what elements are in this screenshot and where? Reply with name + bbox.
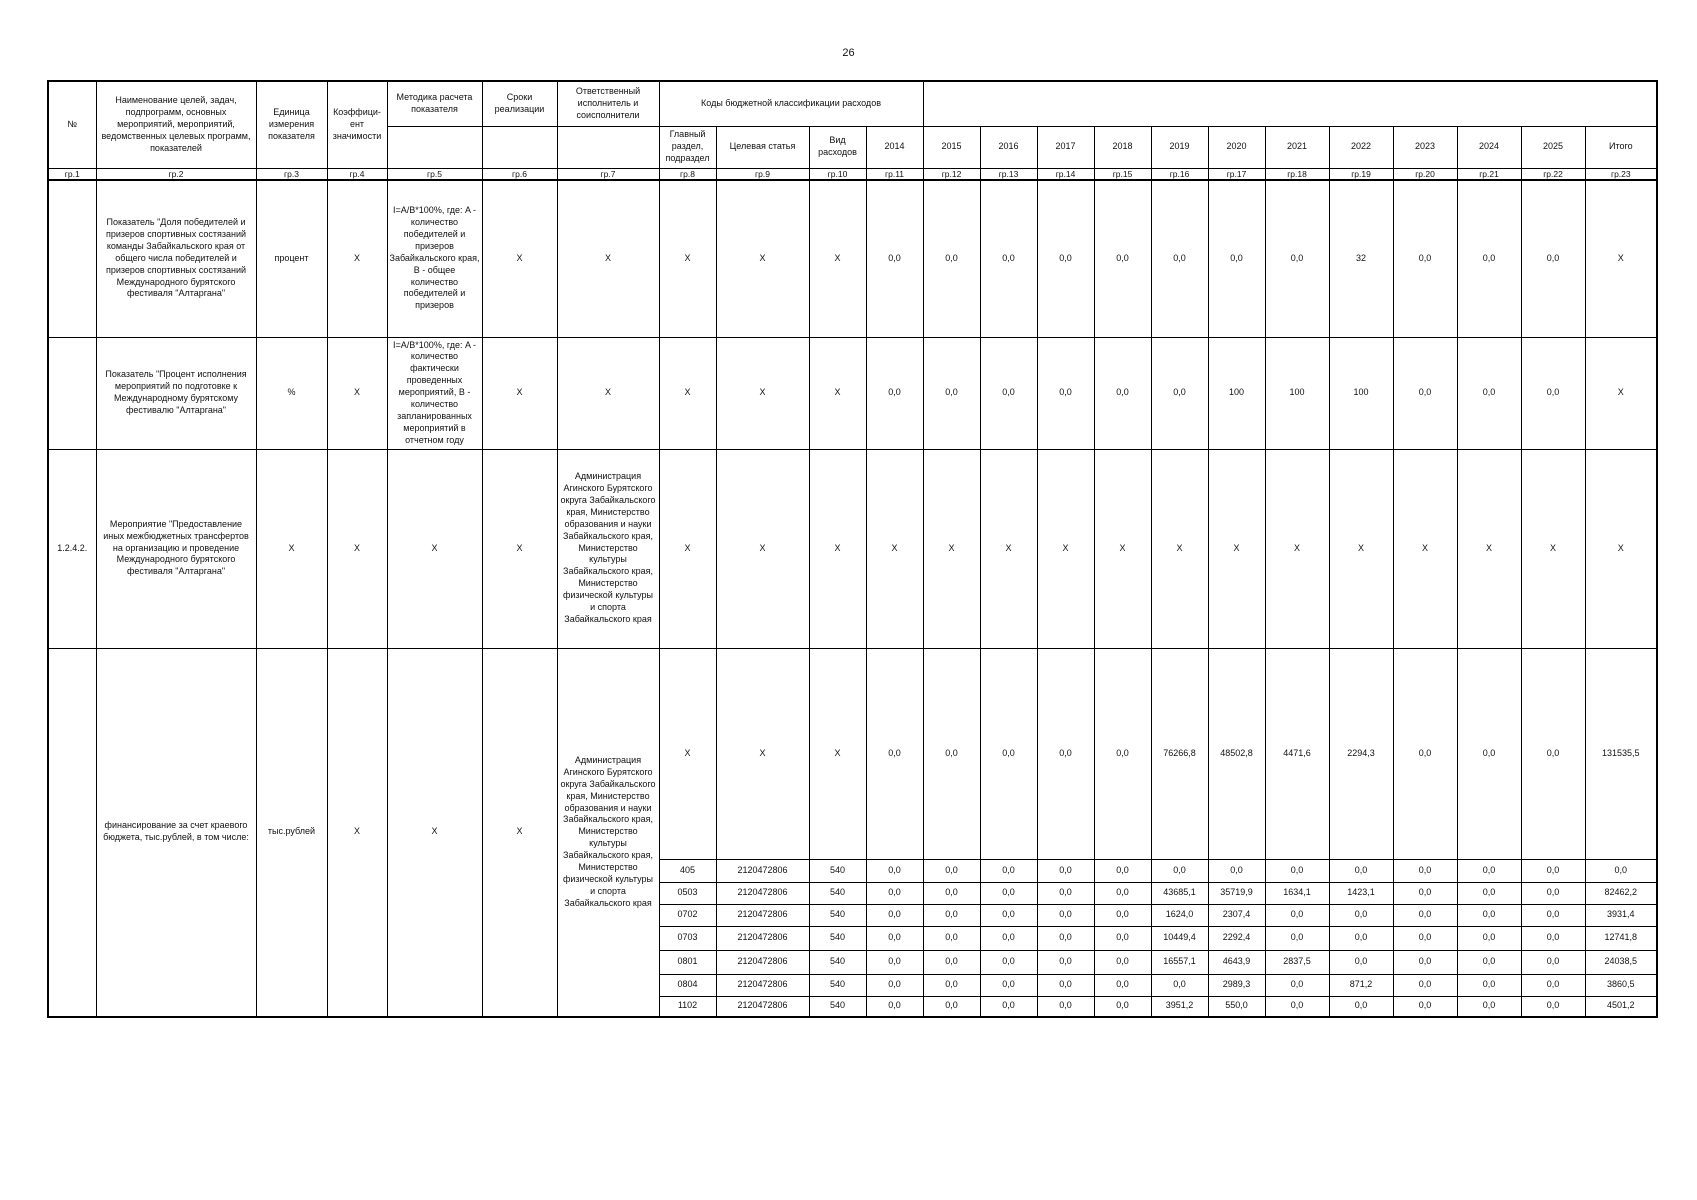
row-expense-type: 540	[809, 859, 866, 882]
row-year-value: 35719,9	[1208, 882, 1265, 904]
row-year-value: 0,0	[1521, 859, 1585, 882]
row-unit: X	[256, 449, 327, 648]
row-terms: X	[482, 337, 557, 449]
row-year-value: 0,0	[1265, 180, 1329, 337]
row-year-value: 1423,1	[1329, 882, 1393, 904]
header-year: 2014	[866, 126, 923, 168]
row-year-value: 0,0	[1457, 337, 1521, 449]
header-budget-codes: Коды бюджетной классификации расходов	[659, 81, 923, 126]
row-year-value: 0,0	[980, 180, 1037, 337]
column-number: гр.1	[48, 168, 96, 180]
column-number: гр.15	[1094, 168, 1151, 180]
column-number: гр.4	[327, 168, 387, 180]
row-year-value: 0,0	[1521, 337, 1585, 449]
row-section: 405	[659, 859, 716, 882]
row-year-value: 4643,9	[1208, 950, 1265, 974]
row-year-value: 48502,8	[1208, 648, 1265, 859]
row-method: I=A/B*100%, где: A - количество победителей и призеров Забайкальского края, B - общее количество победителей и призеров	[387, 180, 482, 337]
row-terms: X	[482, 449, 557, 648]
column-number: гр.5	[387, 168, 482, 180]
row-article: X	[716, 648, 809, 859]
row-year-value: 0,0	[923, 180, 980, 337]
row-year-value: 0,0	[1094, 950, 1151, 974]
row-year-value: 0,0	[1393, 974, 1457, 996]
row-year-value: 4471,6	[1265, 648, 1329, 859]
row-total: X	[1585, 180, 1657, 337]
column-number: гр.8	[659, 168, 716, 180]
row-year-value: 0,0	[980, 950, 1037, 974]
row-year-value: 0,0	[1521, 974, 1585, 996]
row-total: 24038,5	[1585, 950, 1657, 974]
row-year-value: 0,0	[1521, 926, 1585, 950]
header-year: 2018	[1094, 126, 1151, 168]
column-number: гр.9	[716, 168, 809, 180]
row-year-value: 0,0	[1457, 882, 1521, 904]
row-year-value: 0,0	[1393, 337, 1457, 449]
financing-summary-row	[48, 648, 1657, 859]
row-year-value: 0,0	[1329, 996, 1393, 1017]
row-year-value: 0,0	[1393, 648, 1457, 859]
row-name: Показатель "Доля победителей и призеров спортивных состязаний команды Забайкальского края от общего числа победителей и призеров спортивных состязаний Международного бурятского фестиваля "Алтаргана"	[96, 180, 256, 337]
row-year-value: 0,0	[1393, 926, 1457, 950]
row-section: X	[659, 180, 716, 337]
row-year-value: X	[1037, 449, 1094, 648]
row-year-value: X	[980, 449, 1037, 648]
row-year-value: 0,0	[1265, 904, 1329, 926]
row-year-value: 0,0	[923, 950, 980, 974]
row-year-value: X	[866, 449, 923, 648]
row-num	[48, 337, 96, 449]
header-name: Наименование целей, задач, подпрограмм, основных мероприятий, мероприятий, ведомственных целевых программ, показателей	[96, 81, 256, 168]
header-total: Итого	[1585, 126, 1657, 168]
header-blank	[387, 126, 482, 168]
row-year-value: 0,0	[1457, 180, 1521, 337]
row-section: 1102	[659, 996, 716, 1017]
row-year-value: 3951,2	[1151, 996, 1208, 1017]
header-section: Главный раздел, подраздел	[659, 126, 716, 168]
financing-unit: тыс.рублей	[256, 648, 327, 1017]
header-year: 2016	[980, 126, 1037, 168]
row-year-value: 0,0	[1457, 859, 1521, 882]
column-number: гр.19	[1329, 168, 1393, 180]
row-year-value: 0,0	[1265, 859, 1329, 882]
column-number: гр.12	[923, 168, 980, 180]
row-expense-type: X	[809, 337, 866, 449]
row-year-value: 0,0	[1037, 904, 1094, 926]
header-year: 2024	[1457, 126, 1521, 168]
row-year-value: 0,0	[1151, 180, 1208, 337]
row-executor: X	[557, 337, 659, 449]
row-year-value: 0,0	[1151, 337, 1208, 449]
row-year-value: 0,0	[1457, 950, 1521, 974]
row-article: 2120472806	[716, 996, 809, 1017]
row-section: 0801	[659, 950, 716, 974]
row-year-value: 0,0	[1037, 859, 1094, 882]
table-row	[48, 449, 1657, 648]
row-year-value: X	[1208, 449, 1265, 648]
row-num	[48, 648, 96, 1017]
row-year-value: 0,0	[866, 926, 923, 950]
row-year-value: 0,0	[1457, 904, 1521, 926]
row-section: 0702	[659, 904, 716, 926]
row-section: 0703	[659, 926, 716, 950]
row-unit: процент	[256, 180, 327, 337]
row-total: 0,0	[1585, 859, 1657, 882]
row-year-value: 2294,3	[1329, 648, 1393, 859]
row-year-value: 100	[1265, 337, 1329, 449]
row-total: 82462,2	[1585, 882, 1657, 904]
row-expense-type: 540	[809, 882, 866, 904]
row-year-value: 0,0	[980, 974, 1037, 996]
header-coef: Коэффици-ент значимости	[327, 81, 387, 168]
row-year-value: 0,0	[866, 859, 923, 882]
row-article: 2120472806	[716, 926, 809, 950]
row-year-value: 0,0	[1037, 337, 1094, 449]
row-section: X	[659, 449, 716, 648]
header-year: 2020	[1208, 126, 1265, 168]
row-year-value: 0,0	[923, 926, 980, 950]
header-executor: Ответственный исполнитель и соисполнители	[557, 81, 659, 126]
table-row	[48, 337, 1657, 449]
header-year: 2023	[1393, 126, 1457, 168]
row-year-value: X	[1094, 449, 1151, 648]
header-article: Целевая статья	[716, 126, 809, 168]
header-year: 2022	[1329, 126, 1393, 168]
row-year-value: X	[1151, 449, 1208, 648]
row-year-value: 0,0	[1208, 859, 1265, 882]
column-number: гр.7	[557, 168, 659, 180]
row-year-value: 16557,1	[1151, 950, 1208, 974]
row-total: 131535,5	[1585, 648, 1657, 859]
row-year-value: 0,0	[866, 996, 923, 1017]
row-year-value: 0,0	[1151, 974, 1208, 996]
row-year-value: 0,0	[980, 996, 1037, 1017]
row-total: X	[1585, 337, 1657, 449]
row-year-value: 0,0	[1457, 926, 1521, 950]
row-total: 12741,8	[1585, 926, 1657, 950]
row-year-value: 0,0	[1037, 882, 1094, 904]
column-number: гр.16	[1151, 168, 1208, 180]
header-year: 2025	[1521, 126, 1585, 168]
row-year-value: 100	[1329, 337, 1393, 449]
row-year-value: 0,0	[866, 904, 923, 926]
row-year-value: 0,0	[1208, 180, 1265, 337]
row-year-value: 0,0	[866, 180, 923, 337]
row-year-value: 0,0	[1094, 926, 1151, 950]
row-year-value: 871,2	[1329, 974, 1393, 996]
row-year-value: 0,0	[1393, 996, 1457, 1017]
row-expense-type: 540	[809, 904, 866, 926]
row-year-value: 0,0	[1329, 904, 1393, 926]
financing-executor: Администрация Агинского Бурятского округа Забайкальского края, Министерство образования и науки Забайкальского края, Министерство культуры Забайкальского края, Министерство физической культуры и спорта Забайкальского края	[557, 648, 659, 1017]
row-year-value: 0,0	[923, 882, 980, 904]
row-year-value: 0,0	[1094, 180, 1151, 337]
row-expense-type: 540	[809, 996, 866, 1017]
row-year-value: 0,0	[923, 337, 980, 449]
row-year-value: 0,0	[980, 859, 1037, 882]
row-year-value: 0,0	[1094, 974, 1151, 996]
row-year-value: 550,0	[1208, 996, 1265, 1017]
row-terms: X	[482, 180, 557, 337]
gr-label-row	[48, 168, 1657, 180]
financing-name: финансирование за счет краевого бюджета, тыс.рублей, в том числе:	[96, 648, 256, 1017]
row-article: X	[716, 449, 809, 648]
row-year-value: 0,0	[1521, 648, 1585, 859]
row-year-value: 0,0	[1094, 859, 1151, 882]
row-total: X	[1585, 449, 1657, 648]
row-year-value: 0,0	[866, 974, 923, 996]
row-year-value: 0,0	[980, 926, 1037, 950]
row-unit: %	[256, 337, 327, 449]
row-year-value: 0,0	[1037, 180, 1094, 337]
row-section: 0804	[659, 974, 716, 996]
row-year-value: 0,0	[1393, 882, 1457, 904]
row-year-value: 1634,1	[1265, 882, 1329, 904]
row-article: 2120472806	[716, 882, 809, 904]
row-article: X	[716, 180, 809, 337]
row-year-value: 32	[1329, 180, 1393, 337]
row-num	[48, 180, 96, 337]
column-number: гр.13	[980, 168, 1037, 180]
row-year-value: X	[1457, 449, 1521, 648]
row-year-value: 0,0	[1393, 904, 1457, 926]
row-num: 1.2.4.2.	[48, 449, 96, 648]
row-year-value: 0,0	[980, 648, 1037, 859]
row-year-value: 2307,4	[1208, 904, 1265, 926]
row-coef: X	[327, 449, 387, 648]
row-year-value: 76266,8	[1151, 648, 1208, 859]
row-total: 3860,5	[1585, 974, 1657, 996]
column-number: гр.21	[1457, 168, 1521, 180]
header-year: 2019	[1151, 126, 1208, 168]
row-year-value: 0,0	[923, 859, 980, 882]
row-executor: Администрация Агинского Бурятского округа Забайкальского края, Министерство образования и науки Забайкальского края, Министерство культуры Забайкальского края, Министерство физической культуры и спорта Забайкальского края	[557, 449, 659, 648]
page-number: 26	[842, 47, 855, 59]
row-expense-type: 540	[809, 950, 866, 974]
row-year-value: X	[923, 449, 980, 648]
row-year-value: X	[1265, 449, 1329, 648]
header-row-1	[48, 81, 1657, 126]
row-year-value: 0,0	[923, 996, 980, 1017]
row-year-value: 1624,0	[1151, 904, 1208, 926]
column-number: гр.14	[1037, 168, 1094, 180]
header-expense-type: Вид расходов	[809, 126, 866, 168]
row-year-value: 0,0	[1094, 648, 1151, 859]
header-blank	[557, 126, 659, 168]
row-section: 0503	[659, 882, 716, 904]
row-year-value: 0,0	[1037, 926, 1094, 950]
row-year-value: 0,0	[1457, 974, 1521, 996]
column-number: гр.6	[482, 168, 557, 180]
row-method: I=A/B*100%, где: A - количество фактически проведенных мероприятий, B - количество запланированных мероприятий в отчетном году	[387, 337, 482, 449]
budget-table	[47, 80, 1658, 1018]
row-year-value: 0,0	[1393, 180, 1457, 337]
row-year-value: 0,0	[1265, 974, 1329, 996]
row-total: 4501,2	[1585, 996, 1657, 1017]
column-number: гр.11	[866, 168, 923, 180]
header-year: 2015	[923, 126, 980, 168]
row-coef: X	[327, 337, 387, 449]
row-article: 2120472806	[716, 859, 809, 882]
row-year-value: 0,0	[1094, 337, 1151, 449]
row-article: X	[716, 337, 809, 449]
row-year-value: 2989,3	[1208, 974, 1265, 996]
table-row	[48, 180, 1657, 337]
financing-terms: X	[482, 648, 557, 1017]
header-year: 2021	[1265, 126, 1329, 168]
row-year-value: 43685,1	[1151, 882, 1208, 904]
header-terms: Сроки реализации	[482, 81, 557, 126]
row-year-value: 0,0	[866, 648, 923, 859]
header-blank	[482, 126, 557, 168]
row-total: 3931,4	[1585, 904, 1657, 926]
financing-coef: X	[327, 648, 387, 1017]
row-year-value: 0,0	[866, 950, 923, 974]
row-year-value: 0,0	[980, 904, 1037, 926]
row-name: Мероприятие "Предоставление иных межбюджетных трансфертов на организацию и проведение Международного бурятского фестиваля "Алтаргана"	[96, 449, 256, 648]
row-year-value: 2837,5	[1265, 950, 1329, 974]
row-year-value: 0,0	[1265, 926, 1329, 950]
row-year-value: 0,0	[1393, 859, 1457, 882]
row-article: 2120472806	[716, 974, 809, 996]
row-year-value: 10449,4	[1151, 926, 1208, 950]
row-year-value: 0,0	[1521, 904, 1585, 926]
row-year-value: 0,0	[1094, 882, 1151, 904]
row-year-value: 0,0	[1393, 950, 1457, 974]
row-name: Показатель "Процент исполнения мероприятий по подготовке к Международному бурятскому фестивалю "Алтаргана"	[96, 337, 256, 449]
row-year-value: 0,0	[923, 648, 980, 859]
header-method: Методика расчета показателя	[387, 81, 482, 126]
row-section: X	[659, 337, 716, 449]
row-year-value: 0,0	[1521, 180, 1585, 337]
row-year-value: 0,0	[1094, 904, 1151, 926]
row-expense-type: 540	[809, 926, 866, 950]
column-number: гр.20	[1393, 168, 1457, 180]
column-number: гр.17	[1208, 168, 1265, 180]
row-year-value: 0,0	[1457, 996, 1521, 1017]
row-year-value: X	[1329, 449, 1393, 648]
row-year-value: 0,0	[866, 882, 923, 904]
column-number: гр.10	[809, 168, 866, 180]
row-year-value: 0,0	[1094, 996, 1151, 1017]
row-year-value: 0,0	[1329, 950, 1393, 974]
row-year-value: 0,0	[1521, 882, 1585, 904]
row-year-value: X	[1393, 449, 1457, 648]
row-method: X	[387, 449, 482, 648]
row-year-value: 0,0	[1457, 648, 1521, 859]
row-year-value: 0,0	[1037, 974, 1094, 996]
row-year-value: 0,0	[980, 882, 1037, 904]
header-blank	[923, 81, 1657, 126]
row-year-value: 0,0	[1521, 996, 1585, 1017]
row-year-value: 0,0	[1037, 996, 1094, 1017]
row-expense-type: X	[809, 449, 866, 648]
financing-method: X	[387, 648, 482, 1017]
row-year-value: 0,0	[1037, 648, 1094, 859]
row-section: X	[659, 648, 716, 859]
row-year-value: 0,0	[1037, 950, 1094, 974]
row-year-value: 2292,4	[1208, 926, 1265, 950]
header-num: №	[48, 81, 96, 168]
row-year-value: 0,0	[1521, 950, 1585, 974]
column-number: гр.23	[1585, 168, 1657, 180]
row-year-value: 0,0	[980, 337, 1037, 449]
header-unit: Единица измерения показателя	[256, 81, 327, 168]
row-year-value: 0,0	[1265, 996, 1329, 1017]
row-year-value: 0,0	[1151, 859, 1208, 882]
row-coef: X	[327, 180, 387, 337]
row-year-value: 0,0	[1329, 859, 1393, 882]
column-number: гр.18	[1265, 168, 1329, 180]
row-year-value: 0,0	[923, 904, 980, 926]
row-executor: X	[557, 180, 659, 337]
row-year-value: 100	[1208, 337, 1265, 449]
column-number: гр.22	[1521, 168, 1585, 180]
row-article: 2120472806	[716, 950, 809, 974]
row-article: 2120472806	[716, 904, 809, 926]
row-expense-type: 540	[809, 974, 866, 996]
row-year-value: 0,0	[1329, 926, 1393, 950]
row-expense-type: X	[809, 180, 866, 337]
header-year: 2017	[1037, 126, 1094, 168]
row-year-value: X	[1521, 449, 1585, 648]
column-number: гр.3	[256, 168, 327, 180]
row-expense-type: X	[809, 648, 866, 859]
row-year-value: 0,0	[866, 337, 923, 449]
row-year-value: 0,0	[923, 974, 980, 996]
column-number: гр.2	[96, 168, 256, 180]
